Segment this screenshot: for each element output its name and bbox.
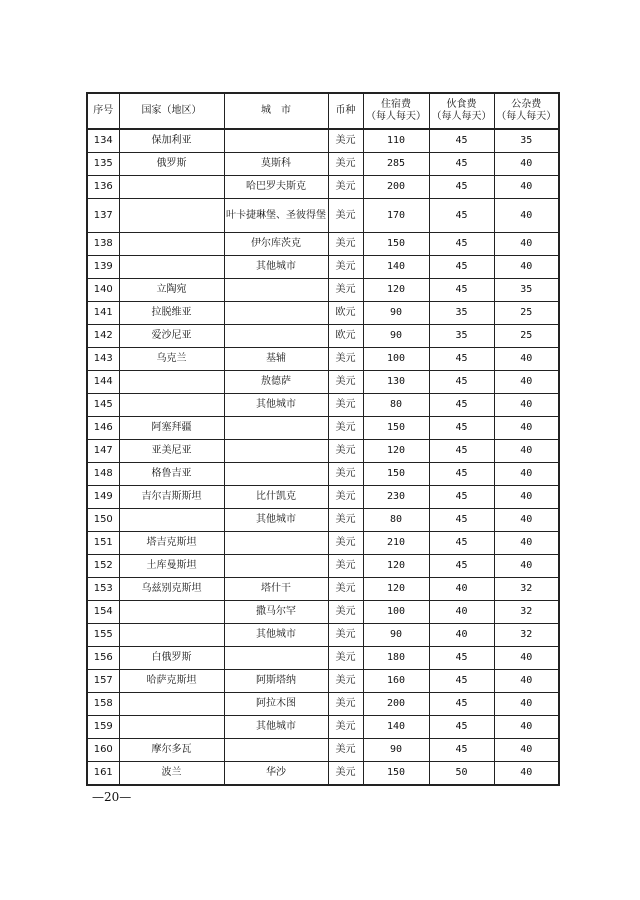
cell-index: 160 xyxy=(87,739,119,762)
cell-currency: 美元 xyxy=(328,509,363,532)
table-row xyxy=(87,670,559,693)
cell-country: 塔吉克斯坦 xyxy=(119,532,224,555)
cell-index: 143 xyxy=(87,348,119,371)
cell-misc: 40 xyxy=(494,348,559,371)
cell-country: 阿塞拜疆 xyxy=(119,417,224,440)
cell-index: 151 xyxy=(87,532,119,555)
cell-lodging: 200 xyxy=(363,176,429,199)
cell-currency: 美元 xyxy=(328,129,363,153)
cell-lodging: 150 xyxy=(363,463,429,486)
header-misc xyxy=(494,93,559,129)
cell-misc: 40 xyxy=(494,463,559,486)
cell-lodging: 130 xyxy=(363,371,429,394)
table-header-row xyxy=(87,93,559,129)
cell-index: 135 xyxy=(87,153,119,176)
cell-misc: 40 xyxy=(494,670,559,693)
cell-country: 摩尔多瓦 xyxy=(119,739,224,762)
cell-country: 保加利亚 xyxy=(119,129,224,153)
cell-country xyxy=(119,256,224,279)
cell-lodging: 160 xyxy=(363,670,429,693)
cell-misc: 40 xyxy=(494,256,559,279)
cell-city xyxy=(224,129,328,153)
cell-city: 哈巴罗夫斯克 xyxy=(224,176,328,199)
cell-lodging: 80 xyxy=(363,509,429,532)
cell-food: 45 xyxy=(429,670,494,693)
cell-food: 45 xyxy=(429,486,494,509)
cell-currency: 欧元 xyxy=(328,302,363,325)
cell-city: 其他城市 xyxy=(224,624,328,647)
header-food-unit: （每人每天） xyxy=(431,111,492,122)
cell-country: 拉脱维亚 xyxy=(119,302,224,325)
table-row xyxy=(87,739,559,762)
page-number: —20— xyxy=(92,790,132,804)
cell-city: 基辅 xyxy=(224,348,328,371)
cell-country xyxy=(119,199,224,233)
cell-currency: 美元 xyxy=(328,440,363,463)
table-row xyxy=(87,624,559,647)
cell-country xyxy=(119,176,224,199)
cell-index: 139 xyxy=(87,256,119,279)
header-city: 城 市 xyxy=(224,93,328,129)
header-misc-unit: （每人每天） xyxy=(496,111,557,122)
cell-country xyxy=(119,716,224,739)
table-row xyxy=(87,486,559,509)
cell-misc: 40 xyxy=(494,371,559,394)
table-row xyxy=(87,233,559,256)
cell-food: 45 xyxy=(429,716,494,739)
cell-currency: 美元 xyxy=(328,532,363,555)
cell-lodging: 120 xyxy=(363,578,429,601)
table-row xyxy=(87,279,559,302)
cell-currency: 美元 xyxy=(328,153,363,176)
cell-currency: 美元 xyxy=(328,647,363,670)
cell-misc: 40 xyxy=(494,532,559,555)
table-row xyxy=(87,129,559,153)
table-row xyxy=(87,394,559,417)
cell-food: 40 xyxy=(429,578,494,601)
cell-misc: 40 xyxy=(494,176,559,199)
cell-city: 阿斯塔纳 xyxy=(224,670,328,693)
cell-country: 立陶宛 xyxy=(119,279,224,302)
cell-country: 吉尔吉斯斯坦 xyxy=(119,486,224,509)
cell-currency: 美元 xyxy=(328,233,363,256)
cell-lodging: 210 xyxy=(363,532,429,555)
cell-lodging: 140 xyxy=(363,716,429,739)
cell-currency: 美元 xyxy=(328,371,363,394)
header-country: 国家（地区） xyxy=(119,93,224,129)
table-row xyxy=(87,693,559,716)
cell-misc: 32 xyxy=(494,601,559,624)
cell-lodging: 180 xyxy=(363,647,429,670)
cell-misc: 40 xyxy=(494,693,559,716)
cell-misc: 40 xyxy=(494,153,559,176)
cell-lodging: 110 xyxy=(363,129,429,153)
cell-country xyxy=(119,624,224,647)
cell-lodging: 100 xyxy=(363,348,429,371)
cell-country: 白俄罗斯 xyxy=(119,647,224,670)
cell-city xyxy=(224,417,328,440)
cell-lodging: 120 xyxy=(363,279,429,302)
cell-city: 阿拉木图 xyxy=(224,693,328,716)
cell-currency: 美元 xyxy=(328,670,363,693)
cell-index: 146 xyxy=(87,417,119,440)
cell-index: 159 xyxy=(87,716,119,739)
cell-currency: 美元 xyxy=(328,279,363,302)
table-row xyxy=(87,762,559,786)
table-row xyxy=(87,532,559,555)
cell-index: 158 xyxy=(87,693,119,716)
cell-lodging: 90 xyxy=(363,325,429,348)
cell-index: 154 xyxy=(87,601,119,624)
cell-index: 140 xyxy=(87,279,119,302)
cell-index: 136 xyxy=(87,176,119,199)
cell-city xyxy=(224,739,328,762)
cell-city xyxy=(224,440,328,463)
cell-currency: 美元 xyxy=(328,739,363,762)
cell-city xyxy=(224,325,328,348)
table-row xyxy=(87,578,559,601)
cell-lodging: 150 xyxy=(363,417,429,440)
cell-lodging: 230 xyxy=(363,486,429,509)
cell-city: 莫斯科 xyxy=(224,153,328,176)
cell-index: 142 xyxy=(87,325,119,348)
cell-index: 155 xyxy=(87,624,119,647)
cell-lodging: 285 xyxy=(363,153,429,176)
cell-lodging: 90 xyxy=(363,739,429,762)
cell-misc: 40 xyxy=(494,647,559,670)
cell-misc: 25 xyxy=(494,302,559,325)
cell-misc: 35 xyxy=(494,129,559,153)
cell-food: 45 xyxy=(429,153,494,176)
cell-food: 45 xyxy=(429,739,494,762)
cell-city xyxy=(224,279,328,302)
cell-lodging: 140 xyxy=(363,256,429,279)
header-food xyxy=(429,93,494,129)
cell-misc: 25 xyxy=(494,325,559,348)
cell-country: 土库曼斯坦 xyxy=(119,555,224,578)
cell-currency: 美元 xyxy=(328,486,363,509)
cell-food: 45 xyxy=(429,279,494,302)
cell-currency: 美元 xyxy=(328,463,363,486)
cell-currency: 美元 xyxy=(328,716,363,739)
cell-misc: 32 xyxy=(494,578,559,601)
cell-lodging: 200 xyxy=(363,693,429,716)
cell-currency: 美元 xyxy=(328,199,363,233)
header-index: 序号 xyxy=(87,93,119,129)
cell-country xyxy=(119,693,224,716)
cell-index: 153 xyxy=(87,578,119,601)
cell-country xyxy=(119,233,224,256)
cell-food: 45 xyxy=(429,176,494,199)
cell-food: 45 xyxy=(429,256,494,279)
cell-food: 45 xyxy=(429,509,494,532)
cell-lodging: 150 xyxy=(363,762,429,786)
cell-misc: 40 xyxy=(494,762,559,786)
table-row xyxy=(87,256,559,279)
table-row xyxy=(87,647,559,670)
cell-index: 134 xyxy=(87,129,119,153)
cell-food: 45 xyxy=(429,394,494,417)
table-row xyxy=(87,371,559,394)
cell-food: 45 xyxy=(429,417,494,440)
cell-city: 其他城市 xyxy=(224,716,328,739)
cell-city: 华沙 xyxy=(224,762,328,786)
cell-index: 138 xyxy=(87,233,119,256)
cell-index: 148 xyxy=(87,463,119,486)
cell-city: 叶卡捷琳堡、圣彼得堡 xyxy=(224,199,328,233)
cell-index: 144 xyxy=(87,371,119,394)
cell-food: 45 xyxy=(429,371,494,394)
cell-food: 45 xyxy=(429,199,494,233)
cell-city xyxy=(224,532,328,555)
expense-standards-table xyxy=(86,92,560,786)
cell-currency: 美元 xyxy=(328,256,363,279)
cell-country: 乌克兰 xyxy=(119,348,224,371)
cell-city: 其他城市 xyxy=(224,509,328,532)
cell-food: 45 xyxy=(429,555,494,578)
table-row xyxy=(87,417,559,440)
cell-currency: 美元 xyxy=(328,624,363,647)
cell-country: 乌兹别克斯坦 xyxy=(119,578,224,601)
cell-food: 45 xyxy=(429,129,494,153)
cell-misc: 32 xyxy=(494,624,559,647)
cell-food: 40 xyxy=(429,601,494,624)
header-lodging xyxy=(363,93,429,129)
cell-city xyxy=(224,647,328,670)
cell-misc: 40 xyxy=(494,555,559,578)
table-row xyxy=(87,509,559,532)
cell-lodging: 90 xyxy=(363,624,429,647)
cell-food: 45 xyxy=(429,532,494,555)
cell-city: 塔什干 xyxy=(224,578,328,601)
cell-food: 45 xyxy=(429,463,494,486)
header-food-title: 伙食费 xyxy=(446,99,477,110)
cell-lodging: 80 xyxy=(363,394,429,417)
cell-country xyxy=(119,509,224,532)
cell-misc: 40 xyxy=(494,417,559,440)
cell-food: 45 xyxy=(429,348,494,371)
cell-index: 141 xyxy=(87,302,119,325)
cell-country: 爱沙尼亚 xyxy=(119,325,224,348)
cell-food: 40 xyxy=(429,624,494,647)
cell-misc: 40 xyxy=(494,486,559,509)
table-body xyxy=(87,129,559,785)
cell-index: 157 xyxy=(87,670,119,693)
cell-index: 161 xyxy=(87,762,119,786)
cell-country: 波兰 xyxy=(119,762,224,786)
cell-index: 145 xyxy=(87,394,119,417)
header-lodging-unit: （每人每天） xyxy=(366,111,426,122)
cell-currency: 美元 xyxy=(328,762,363,786)
cell-country xyxy=(119,371,224,394)
cell-food: 35 xyxy=(429,302,494,325)
cell-food: 50 xyxy=(429,762,494,786)
cell-country xyxy=(119,601,224,624)
cell-food: 45 xyxy=(429,440,494,463)
cell-index: 137 xyxy=(87,199,119,233)
cell-country xyxy=(119,394,224,417)
header-misc-title: 公杂费 xyxy=(511,99,542,110)
cell-city: 撒马尔罕 xyxy=(224,601,328,624)
cell-index: 156 xyxy=(87,647,119,670)
cell-food: 45 xyxy=(429,647,494,670)
table-row xyxy=(87,463,559,486)
cell-currency: 美元 xyxy=(328,348,363,371)
cell-country: 哈萨克斯坦 xyxy=(119,670,224,693)
table-row xyxy=(87,199,559,233)
cell-lodging: 170 xyxy=(363,199,429,233)
cell-index: 150 xyxy=(87,509,119,532)
cell-city: 其他城市 xyxy=(224,256,328,279)
cell-country: 亚美尼亚 xyxy=(119,440,224,463)
cell-city xyxy=(224,463,328,486)
cell-currency: 美元 xyxy=(328,578,363,601)
table-row xyxy=(87,348,559,371)
cell-currency: 美元 xyxy=(328,417,363,440)
cell-lodging: 120 xyxy=(363,440,429,463)
cell-currency: 美元 xyxy=(328,176,363,199)
header-lodging-title: 住宿费 xyxy=(381,99,411,110)
cell-currency: 美元 xyxy=(328,693,363,716)
cell-misc: 40 xyxy=(494,394,559,417)
cell-country: 格鲁吉亚 xyxy=(119,463,224,486)
cell-misc: 40 xyxy=(494,509,559,532)
cell-misc: 40 xyxy=(494,739,559,762)
cell-city: 比什凯克 xyxy=(224,486,328,509)
cell-lodging: 120 xyxy=(363,555,429,578)
cell-city: 其他城市 xyxy=(224,394,328,417)
cell-currency: 欧元 xyxy=(328,325,363,348)
cell-misc: 40 xyxy=(494,233,559,256)
cell-city xyxy=(224,555,328,578)
cell-currency: 美元 xyxy=(328,601,363,624)
cell-misc: 40 xyxy=(494,716,559,739)
cell-index: 152 xyxy=(87,555,119,578)
cell-city: 敖德萨 xyxy=(224,371,328,394)
cell-food: 35 xyxy=(429,325,494,348)
cell-index: 147 xyxy=(87,440,119,463)
table-row xyxy=(87,440,559,463)
cell-food: 45 xyxy=(429,693,494,716)
cell-food: 45 xyxy=(429,233,494,256)
cell-lodging: 100 xyxy=(363,601,429,624)
cell-country: 俄罗斯 xyxy=(119,153,224,176)
cell-misc: 40 xyxy=(494,199,559,233)
cell-city: 伊尔库茨克 xyxy=(224,233,328,256)
table-row xyxy=(87,153,559,176)
table-row xyxy=(87,176,559,199)
table-row xyxy=(87,601,559,624)
table-row xyxy=(87,302,559,325)
cell-misc: 35 xyxy=(494,279,559,302)
header-currency: 币种 xyxy=(328,93,363,129)
cell-misc: 40 xyxy=(494,440,559,463)
cell-currency: 美元 xyxy=(328,394,363,417)
table-row xyxy=(87,325,559,348)
cell-index: 149 xyxy=(87,486,119,509)
cell-lodging: 90 xyxy=(363,302,429,325)
table-row xyxy=(87,555,559,578)
cell-lodging: 150 xyxy=(363,233,429,256)
cell-currency: 美元 xyxy=(328,555,363,578)
table-row xyxy=(87,716,559,739)
cell-city xyxy=(224,302,328,325)
